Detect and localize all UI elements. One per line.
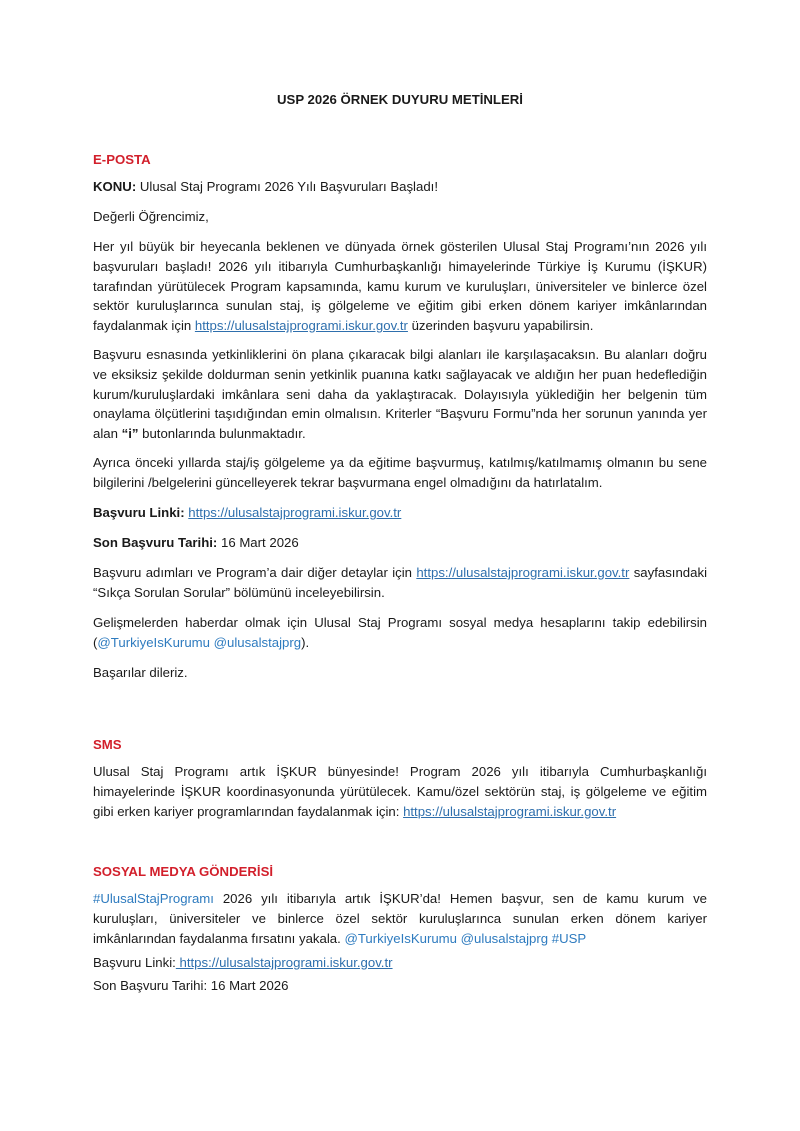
- email-paragraph-1: [93, 237, 707, 336]
- paragraph-text: ).: [301, 634, 310, 650]
- social-application-link-row: [93, 953, 707, 973]
- email-greeting: Değerli Öğrencimiz,: [93, 209, 209, 224]
- social-post-text: [93, 889, 707, 948]
- subject-label: KONU:: [93, 179, 137, 194]
- info-button-mention: “i”: [121, 426, 139, 442]
- paragraph-text: Ulusal Staj Programı artık İŞKUR bünyesinde! Program 2026 yılı itibarıyla Cumhurbaşkanlığı himayelerinde İŞKUR koordinasyonunda yürütülecek. Kamu/özel sektörün staj, iş gölgeleme ve eğitim gibi erken kariyer programlarından faydalanmak için:: [93, 764, 707, 819]
- deadline-label: Son Başvuru Tarihi:: [93, 535, 218, 550]
- email-paragraph-4: [93, 563, 707, 603]
- section-heading-email: E-POSTA: [93, 152, 151, 167]
- paragraph-text: 2026 yılı itibarıyla artık İŞKUR’da! Hemen başvur, sen de kamu kurum ve kuruluşları, üniversiteler ve binlerce özel sektör kuruluşlarınca sunulan erken dönem kariyer imkânlarından faydalanma fırsatını yakala.: [93, 891, 707, 946]
- hashtag[interactable]: #UlusalStajProgramı: [93, 891, 214, 906]
- subject-text: Ulusal Staj Programı 2026 Yılı Başvuruları Başladı!: [136, 179, 438, 194]
- sms-text: [93, 762, 707, 821]
- paragraph-text: Gelişmelerden haberdar olmak için Ulusal Staj Programı sosyal medya hesaplarını takip edebilirsin (: [93, 615, 707, 650]
- section-heading-sms: SMS: [93, 737, 122, 752]
- link-label: Başvuru Linki:: [93, 955, 176, 970]
- application-link[interactable]: https://ulusalstajprogrami.iskur.gov.tr: [403, 803, 617, 819]
- paragraph-text: butonlarında bulunmaktadır.: [138, 426, 306, 442]
- faq-link[interactable]: https://ulusalstajprogrami.iskur.gov.tr: [416, 565, 630, 580]
- link-label: Başvuru Linki:: [93, 505, 185, 520]
- email-subject: [93, 177, 707, 197]
- paragraph-text: Başvuru adımları ve Program’a dair diğer detaylar için: [93, 565, 417, 580]
- social-deadline: Son Başvuru Tarihi: 16 Mart 2026: [93, 978, 289, 993]
- mentions[interactable]: @TurkiyeIsKurumu @ulusalstajprg #USP: [344, 930, 587, 946]
- email-application-link-row: [93, 503, 707, 523]
- mention-usp[interactable]: @ulusalstajprg: [213, 634, 302, 650]
- paragraph-text: sayfasındaki “Sıkça Sorulan Sorular” bölümünü inceleyebilirsin.: [93, 565, 707, 600]
- document-title: USP 2026 ÖRNEK DUYURU METİNLERİ: [277, 92, 523, 107]
- email-deadline-row: [93, 533, 707, 553]
- deadline-value: 16 Mart 2026: [217, 535, 299, 550]
- email-paragraph-2: [93, 345, 707, 444]
- application-link[interactable]: https://ulusalstajprogrami.iskur.gov.tr: [194, 318, 408, 334]
- mention-iskur[interactable]: @TurkiyeIsKurumu: [97, 634, 210, 650]
- paragraph-text: Başvuru esnasında yetkinliklerini ön plana çıkaracak bilgi alanları ile karşılaşacaksın. Bu alanları doğru ve eksiksiz şekilde doldurman senin yetkinlik puanına katkı sağlayacak ve aldığın her puan hedeflediğin kurum/kuruluşlardaki imkânlara seni daha da yaklaştıracak. Dolayısıyla yüklediğin her belgenin tüm onaylama ölçütlerini taşıdığından emin olmalısın. Kriterler “Başvuru Formu”nda her sorunun yanında yer alan: [93, 347, 707, 442]
- paragraph-text: üzerinden başvuru yapabilirsin.: [407, 318, 594, 334]
- paragraph-text: Her yıl büyük bir heyecanla beklenen ve dünyada örnek gösterilen Ulusal Staj Programı’nın 2026 yılı başvuruları başladı! 2026 yılı itibarıyla Cumhurbaşkanlığı himayelerinde Türkiye İş Kurumu (İŞKUR) tarafından yürütülecek Program kapsamında, kamu kurum ve kuruluşları, üniversiteler ve binlerce özel sektör kuruluşlarınca sunulan staj, iş gölgeleme ve eğitim gibi erken dönem kariyer imkânlarından faydalanmak için: [93, 239, 707, 334]
- section-heading-social: SOSYAL MEDYA GÖNDERİSİ: [93, 864, 274, 879]
- application-link[interactable]: https://ulusalstajprogrami.iskur.gov.tr: [188, 505, 402, 520]
- email-paragraph-5: [93, 613, 707, 653]
- application-link[interactable]: https://ulusalstajprogrami.iskur.gov.tr: [175, 955, 393, 970]
- email-closing: Başarılar dileriz.: [93, 665, 188, 680]
- email-paragraph-3: Ayrıca önceki yıllarda staj/iş gölgeleme ya da eğitime başvurmuş, katılmış/katılmamış olmanın bu sene bilgilerini /belgelerini güncelleyerek tekrar başvurmana engel olmadığını da hatırlatalım.: [93, 455, 707, 490]
